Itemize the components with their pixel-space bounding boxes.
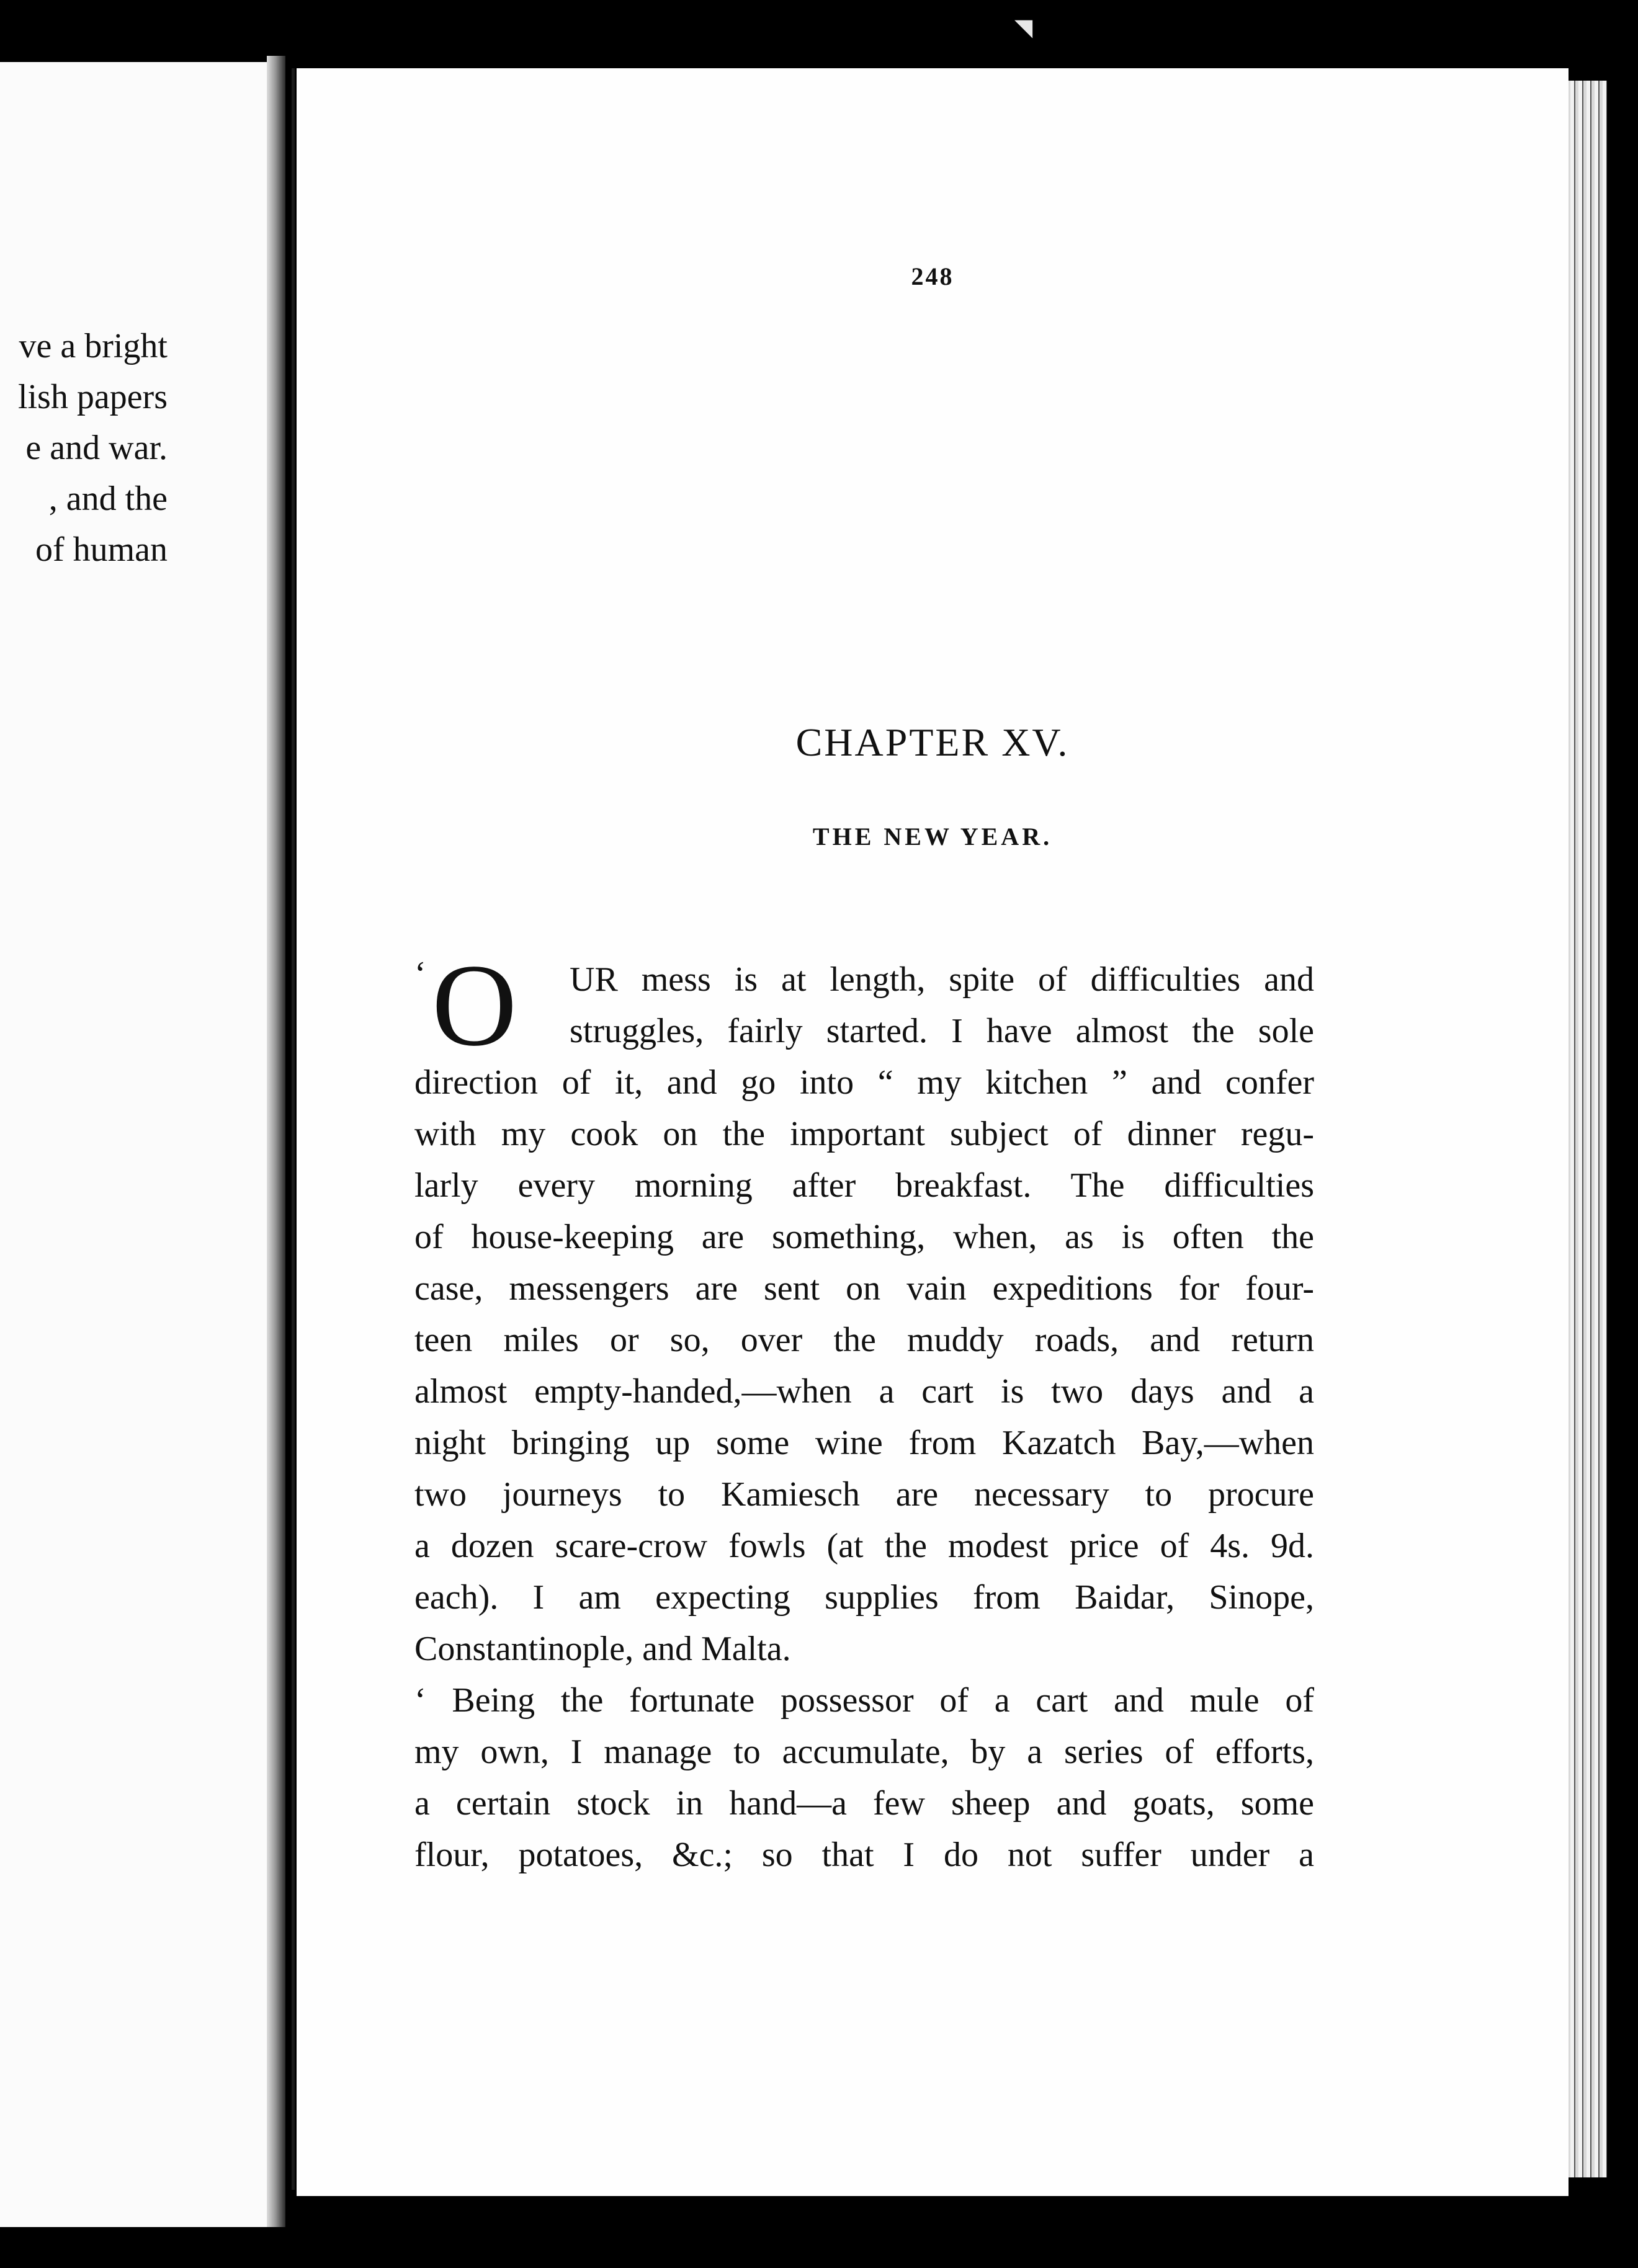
text-line: UR mess is at length, spite of difficulties and (570, 960, 1314, 999)
text-line: a dozen scare-crow fowls (at the modest price of 4s. 9d. (414, 1527, 1314, 1565)
text-line: with my cook on the important subject of dinner regu- (414, 1115, 1314, 1153)
left-page-line: ve a bright (19, 327, 168, 365)
opening-quote-mark: ‘ (414, 955, 426, 993)
text-line: each). I am expecting supplies from Baidar, Sinope, (414, 1578, 1314, 1617)
body-text (414, 940, 1314, 1881)
left-page-line: of human (35, 530, 168, 569)
drop-cap-letter: O (432, 940, 517, 1071)
left-page-line: e and war. (25, 429, 168, 467)
scan-speck: ◥ (1014, 14, 1033, 41)
text-line: Constantinople, and Malta. (414, 1630, 791, 1668)
text-line: struggles, fairly started. I have almost the sole (570, 1012, 1314, 1050)
gutter-shadow-line (292, 68, 295, 2190)
chapter-subtitle: THE NEW YEAR. (812, 823, 1053, 850)
text-line: almost empty-handed,—when a cart is two days and a (414, 1372, 1314, 1411)
text-line: ‘ Being the fortunate possessor of a cart and mule of (414, 1681, 1314, 1720)
text-line: my own, I manage to accumulate, by a series of efforts, (414, 1733, 1314, 1771)
text-line: of house-keeping are something, when, as is often the (414, 1218, 1314, 1256)
text-line: flour, potatoes, &c.; so that I do not suffer under a (414, 1836, 1314, 1874)
text-line: direction of it, and go into “ my kitchen ” and confer (414, 1063, 1314, 1102)
left-page (0, 62, 276, 2227)
text-line: night bringing up some wine from Kazatch Bay,—when (414, 1424, 1314, 1462)
page-number: 248 (911, 262, 954, 290)
text-line: teen miles or so, over the muddy roads, and return (414, 1321, 1314, 1359)
text-line: case, messengers are sent on vain expeditions for four- (414, 1269, 1314, 1308)
left-page-line: , and the (48, 480, 168, 518)
text-line: two journeys to Kamiesch are necessary to procure (414, 1475, 1314, 1514)
text-line: a certain stock in hand—a few sheep and goats, some (414, 1784, 1314, 1823)
left-page-line: lish papers (17, 378, 168, 416)
book-gutter (267, 56, 285, 2227)
text-line: larly every morning after breakfast. The difficulties (414, 1166, 1314, 1205)
right-page (297, 68, 1569, 2196)
chapter-title: CHAPTER XV. (795, 720, 1070, 764)
